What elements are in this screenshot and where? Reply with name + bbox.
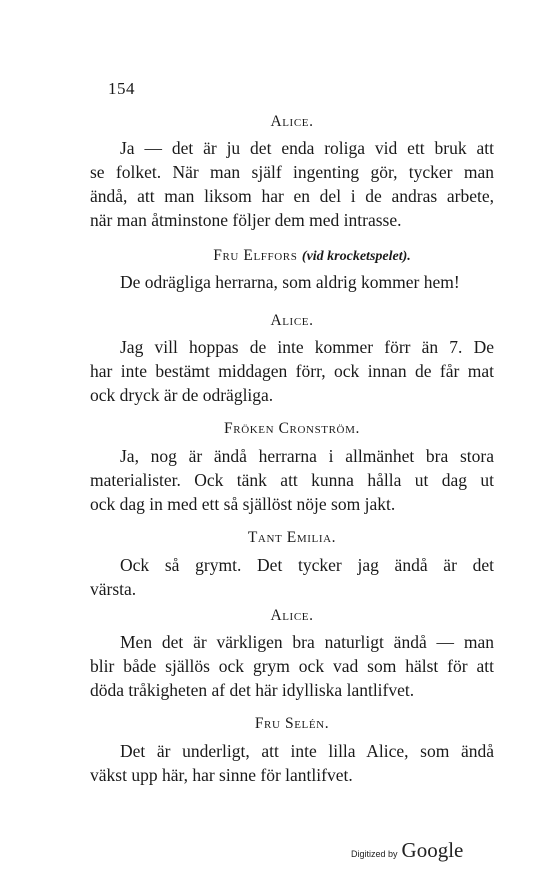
text-line: Det är underligt, att inte lilla Alice, som ändå	[120, 741, 494, 761]
text-line: se folket. När man själf ingenting gör, tycker man	[90, 162, 494, 182]
text-line: De odrägliga herrarna, som aldrig kommer hem!	[120, 272, 460, 292]
text-line: Ock så grymt. Det tycker jag ändå är det	[120, 555, 494, 575]
stage-direction: (vid krocketspelet).	[301, 249, 411, 264]
speaker-heading	[90, 529, 494, 547]
text-line: har inte bestämt middagen förr, ock innan de får mat	[90, 361, 494, 381]
text-line: ock dryck är de odrägliga.	[90, 385, 274, 405]
speaker-name: Alice.	[270, 113, 314, 130]
speaker-name: Fru Selén.	[254, 715, 330, 732]
speech-paragraph	[90, 270, 494, 294]
text-line: värsta.	[90, 579, 137, 599]
speaker-name: Fru Elffors	[213, 247, 298, 264]
speaker-name: Alice.	[270, 607, 314, 624]
speaker-heading	[90, 113, 494, 131]
speech-paragraph	[90, 553, 494, 601]
speaker-name: Fröken Cronström.	[224, 420, 360, 437]
speaker-name: Alice.	[270, 312, 314, 329]
speaker-name: Tant Emilia.	[247, 529, 337, 546]
text-line: Men det är värkligen bra naturligt ändå — man	[120, 632, 494, 652]
text-line: väkst upp här, har sinne för lantlifvet.	[90, 765, 353, 785]
digitized-label: Digitized by	[351, 849, 398, 859]
speech-paragraph	[90, 739, 494, 787]
speaker-heading	[110, 247, 514, 265]
speaker-heading	[90, 420, 494, 438]
text-line: Ja — det är ju det enda roliga vid ett bruk att	[120, 138, 494, 158]
speaker-heading	[90, 312, 494, 330]
speaker-heading	[90, 715, 494, 733]
speech-paragraph	[90, 444, 494, 516]
speech-paragraph	[90, 630, 494, 702]
text-line: materialister. Ock tänk att kunna hålla ut dag ut	[90, 470, 494, 490]
text-line: ändå, att man liksom har en del i de andras arbete,	[90, 186, 494, 206]
speech-paragraph	[90, 136, 494, 232]
speaker-heading	[90, 607, 494, 625]
text-line: döda tråkigheten af det här idylliska lantlifvet.	[90, 680, 415, 700]
speech-paragraph	[90, 335, 494, 407]
text-line: när man åtminstone följer dem med intrasse.	[90, 210, 402, 230]
google-wordmark: Google	[401, 838, 464, 862]
text-line: Jag vill hoppas de inte kommer förr än 7. De	[120, 337, 494, 357]
text-line: Ja, nog är ändå herrarna i allmänhet bra stora	[120, 446, 494, 466]
page-number: 154	[108, 79, 135, 98]
digitized-by-watermark	[351, 838, 463, 863]
text-line: ock dag in med ett så själlöst nöje som jakt.	[90, 494, 396, 514]
text-line: blir både själlös ock grym ock vad som hälst för att	[90, 656, 494, 676]
